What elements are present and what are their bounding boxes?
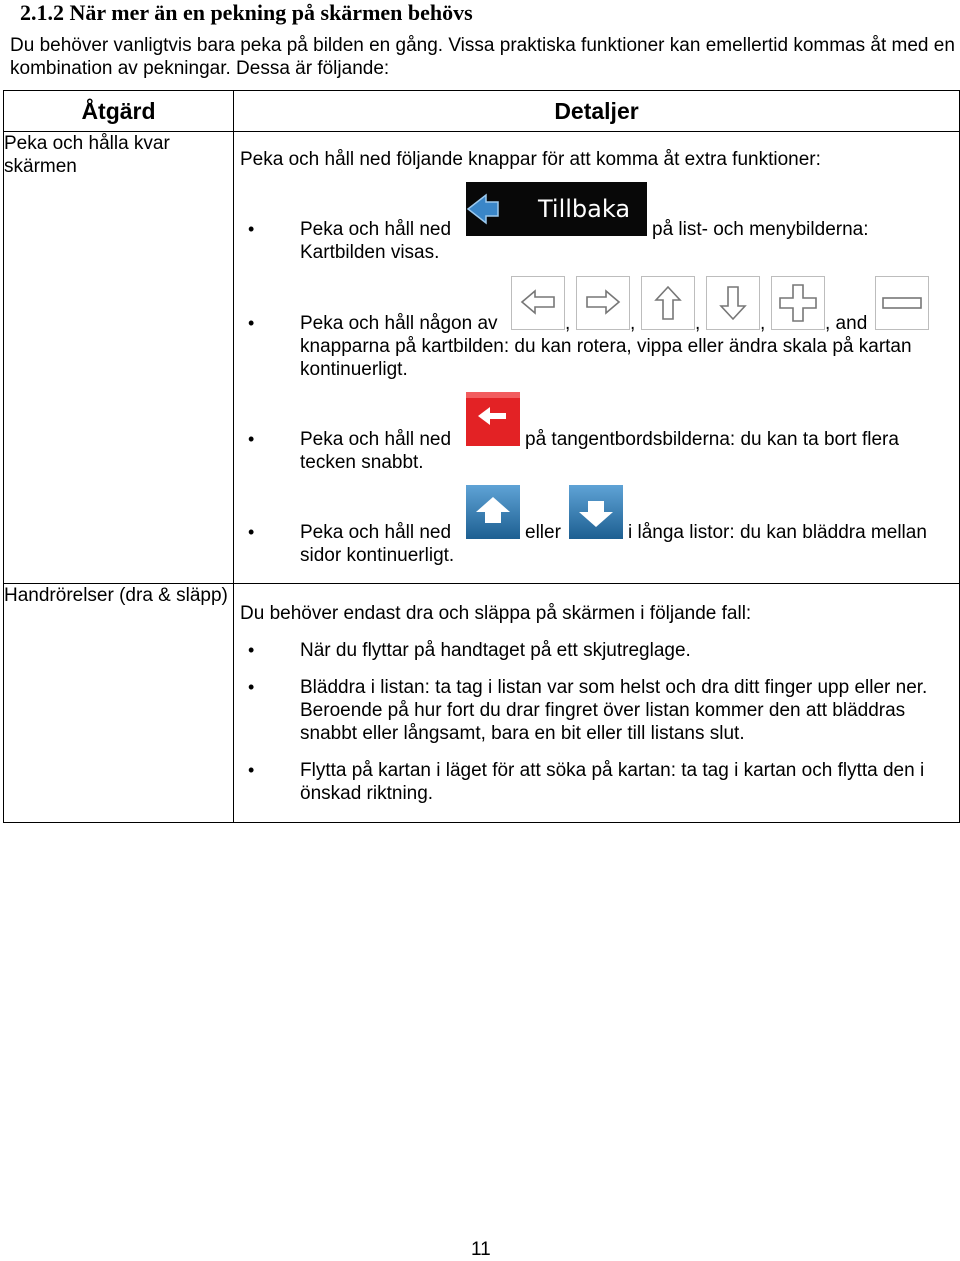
arrow-left-icon xyxy=(511,276,565,330)
bullet-text: Peka och håll ned xyxy=(300,522,452,543)
bullet-comma: , xyxy=(630,313,636,334)
section-heading: 2.1.2 När mer än en pekning på skärmen behövs xyxy=(20,0,473,25)
zoom-in-icon xyxy=(771,276,825,330)
table-row xyxy=(4,132,960,584)
bullet-text: Bläddra i listan: ta tag i listan var som helst och dra ditt finger upp eller ner. Beroende på hur fort du drar fingret över listan kommer den att bläddras snabbt eller långsamt, bara en bit eller till listans slut. xyxy=(300,677,928,744)
action-cell: Handrörelser (dra & släpp) xyxy=(4,584,234,823)
bullet-text: Peka och håll någon av xyxy=(300,313,498,334)
arrow-up-icon xyxy=(641,276,695,330)
column-header-action: Åtgärd xyxy=(4,91,234,132)
back-button-icon xyxy=(466,182,647,236)
bullet-text: Peka och håll ned xyxy=(300,429,452,450)
bullet-text: Flytta på kartan i läget för att söka på kartan: ta tag i kartan och flytta den i önskad riktning. xyxy=(300,760,925,804)
bullet-text: , and xyxy=(825,313,868,334)
bullet-text: eller xyxy=(525,522,561,543)
table-row xyxy=(4,584,960,823)
back-button-label: Tillbaka xyxy=(538,195,631,223)
gesture-table xyxy=(3,90,960,823)
bullet-text: Kartbilden visas. xyxy=(300,242,440,263)
bullet-comma: , xyxy=(760,313,766,334)
details-cell xyxy=(234,584,960,823)
bullet-text: i långa listor: du kan bläddra mellan xyxy=(628,522,927,543)
bullet-comma: , xyxy=(695,313,701,334)
arrow-right-icon xyxy=(576,276,630,330)
bullet-text: knapparna på kartbilden: du kan rotera, vippa eller ändra skala på kartan xyxy=(300,336,912,357)
details-lead: Peka och håll ned följande knappar för att komma åt extra funktioner: xyxy=(240,149,821,170)
bullet-text: tecken snabbt. xyxy=(300,452,424,473)
bullet-text: kontinuerligt. xyxy=(300,359,408,380)
bullet-text: Peka och håll ned xyxy=(300,219,452,240)
page-up-icon xyxy=(466,485,520,539)
zoom-out-icon xyxy=(875,276,929,330)
bullet-text: När du flyttar på handtaget på ett skjutreglage. xyxy=(300,640,691,661)
bullet-comma: , xyxy=(565,313,571,334)
intro-paragraph: Du behöver vanligtvis bara peka på bilden en gång. Vissa praktiska funktioner kan emellertid kommas åt med en kombination av pekningar. Dessa är följande: xyxy=(10,35,955,79)
action-cell: Peka och hålla kvar skärmen xyxy=(4,132,234,584)
table-header-row xyxy=(4,91,960,132)
page-number: 11 xyxy=(471,1239,491,1260)
column-header-details: Detaljer xyxy=(234,91,960,132)
bullet-text: på list- och menybilderna: xyxy=(652,219,869,240)
bullet-text: på tangentbordsbilderna: du kan ta bort flera xyxy=(525,429,899,450)
details-cell xyxy=(234,132,960,584)
details-lead: Du behöver endast dra och släppa på skärmen i följande fall: xyxy=(240,603,752,624)
arrow-down-icon xyxy=(706,276,760,330)
bullet-text: sidor kontinuerligt. xyxy=(300,545,455,566)
backspace-icon xyxy=(466,392,520,446)
page-down-icon xyxy=(569,485,623,539)
